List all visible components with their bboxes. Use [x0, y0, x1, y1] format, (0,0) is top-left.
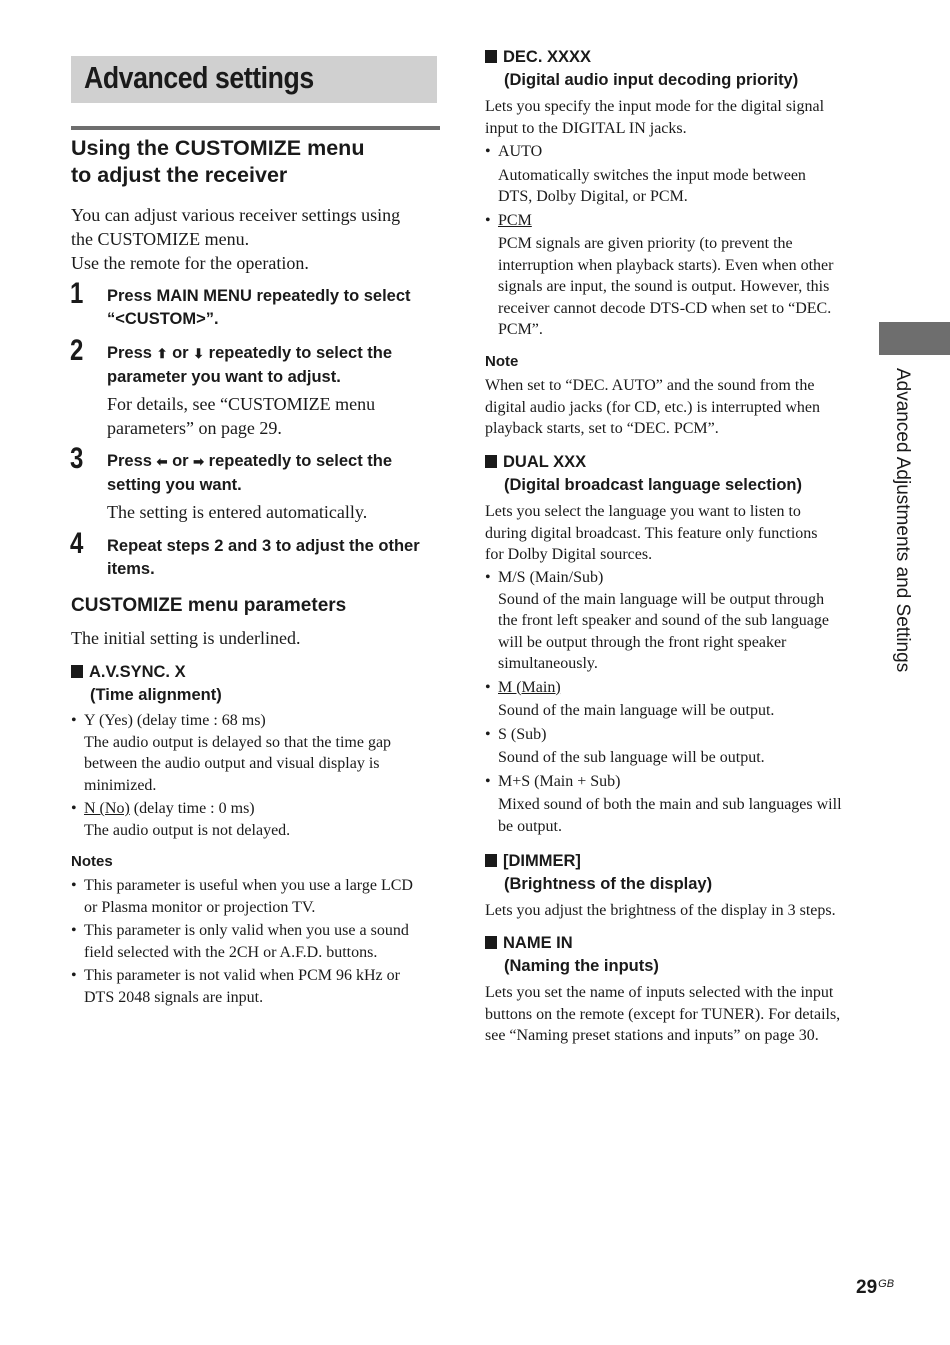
title-banner — [71, 56, 437, 103]
option-line — [84, 798, 441, 820]
option-item — [485, 771, 865, 838]
param-desc: (Digital audio input decoding priority) — [504, 70, 799, 89]
dec-intro — [485, 96, 865, 139]
option-line: interruption when playback starts). Even when other — [498, 256, 834, 274]
option-desc — [485, 165, 865, 208]
section-heading — [71, 135, 451, 189]
option-line: be output. — [498, 817, 562, 835]
param-name-line — [485, 46, 865, 69]
option-item — [71, 798, 441, 841]
option-line: receiver cannot decode DTS-CD when set to “DEC. — [498, 299, 832, 317]
param-dual — [485, 451, 865, 496]
param-avsync — [71, 661, 441, 706]
params-intro: The initial setting is underlined. — [71, 628, 301, 648]
option-item — [485, 677, 865, 722]
option-line: The audio output is not delayed. — [84, 821, 291, 839]
step-2-text — [107, 342, 447, 388]
step-word: repeatedly to select the — [208, 344, 393, 362]
square-bullet-icon — [71, 665, 83, 678]
step-word: or — [172, 452, 189, 470]
text-line: input to the DIGITAL IN jacks. — [485, 119, 687, 137]
intro-line: the CUSTOMIZE menu. — [71, 229, 250, 249]
note-line: playback starts, set to “DEC. PCM”. — [485, 420, 719, 437]
notes-list — [71, 875, 446, 1008]
dimmer-text: Lets you adjust the brightness of the display in 3 steps. — [485, 902, 836, 919]
option-line: will be output through the front right speaker — [498, 633, 787, 651]
square-bullet-icon — [485, 455, 497, 468]
left-arrow-icon: ⬅ — [156, 454, 168, 469]
text-line: during digital broadcast. This feature only functions — [485, 524, 818, 542]
note-line: • This parameter is useful when you use a large LCD — [84, 877, 413, 894]
param-name: A.V.SYNC. X — [89, 663, 186, 681]
intro-line: Use the remote for the operation. — [71, 253, 309, 273]
option-label: • S (Sub) — [498, 725, 547, 743]
step-number: 3 — [70, 442, 84, 475]
note-item — [71, 875, 446, 918]
default-option: M (Main) — [498, 678, 561, 696]
option-desc — [485, 233, 865, 341]
param-name-line — [485, 850, 865, 873]
option-item — [485, 141, 865, 163]
section-heading-line: Using the CUSTOMIZE menu — [71, 136, 365, 160]
step-number: 1 — [70, 277, 84, 310]
step-number: 2 — [70, 334, 84, 367]
option-label: • M+S (Main + Sub) — [498, 772, 621, 790]
step-number: 4 — [70, 527, 84, 560]
param-desc: (Brightness of the display) — [504, 874, 713, 893]
step-word: Press — [107, 344, 152, 362]
square-bullet-icon — [485, 936, 497, 949]
note-line: or Plasma monitor or projection TV. — [84, 898, 316, 916]
param-dec — [485, 46, 865, 91]
note-item — [71, 920, 446, 963]
option-label: AUTO — [498, 143, 543, 160]
param-dimmer — [485, 850, 865, 895]
dec-note — [485, 375, 865, 440]
option-line: between the audio output and visual display is — [84, 755, 380, 772]
option-line: signals are input, the sound is output. However, this — [498, 278, 830, 295]
notes-heading: Notes — [71, 853, 113, 870]
option-item — [485, 724, 865, 769]
step-line: parameter you want to adjust. — [107, 367, 341, 386]
chapter-tab — [879, 322, 950, 355]
param-name: NAME IN — [503, 934, 573, 952]
namein-text — [485, 982, 865, 1047]
text-line: for Dolby Digital sources. — [485, 546, 653, 563]
note-item — [71, 965, 446, 1008]
param-name-line — [485, 932, 865, 955]
option-line: simultaneously. — [498, 655, 598, 672]
param-name: DUAL XXX — [503, 453, 587, 471]
intro-text — [71, 203, 441, 275]
step-line: “<CUSTOM>”. — [107, 309, 219, 328]
params-heading: CUSTOMIZE menu parameters — [71, 595, 347, 616]
option-label: • M/S (Main/Sub) — [498, 569, 604, 586]
right-arrow-icon: ➡ — [193, 454, 205, 469]
page-number — [856, 1277, 894, 1299]
step-line: items. — [107, 559, 155, 578]
step-line: Press MAIN MENU repeatedly to select — [107, 287, 411, 305]
section-heading-line: to adjust the receiver — [71, 163, 288, 187]
param-name-line — [485, 451, 865, 474]
param-namein — [485, 932, 865, 977]
note-line: field selected with the 2CH or A.F.D. buttons. — [84, 943, 378, 961]
step-3-detail — [107, 500, 447, 524]
note-line: When set to “DEC. AUTO” and the sound from the — [485, 377, 815, 394]
detail-line: The setting is entered automatically. — [107, 502, 368, 522]
option-line: Sound of the sub language will be output. — [498, 749, 765, 766]
square-bullet-icon — [485, 854, 497, 867]
step-line — [107, 342, 447, 366]
step-3-text — [107, 450, 447, 496]
option-line: Automatically switches the input mode between — [498, 166, 806, 184]
note-heading: Note — [485, 353, 519, 370]
step-word: repeatedly to select the — [208, 452, 393, 470]
detail-line: parameters” on page 29. — [107, 418, 282, 438]
option-line: PCM signals are given priority (to prevent the — [498, 235, 793, 252]
option-line: PCM”. — [498, 321, 543, 338]
option-rest: (delay time : 0 ms) — [129, 800, 255, 817]
option-line: the front left speaker and sound of the sub language — [498, 612, 830, 629]
option-line: • Y (Yes) (delay time : 68 ms) — [84, 712, 266, 729]
option-line: minimized. — [84, 776, 157, 794]
detail-line: For details, see “CUSTOMIZE menu — [107, 394, 376, 414]
option-line: The audio output is delayed so that the time gap — [84, 733, 392, 751]
step-4-text — [107, 535, 447, 580]
up-arrow-icon: ⬆ — [156, 346, 168, 361]
step-line — [107, 450, 447, 474]
option-item — [71, 710, 441, 796]
option-line: Sound of the main language will be output. — [498, 702, 775, 719]
param-desc: (Time alignment) — [90, 685, 222, 704]
step-word: or — [172, 344, 189, 362]
option-line: Sound of the main language will be output through — [498, 590, 825, 608]
note-line: • This parameter is only valid when you use a sound — [84, 922, 409, 939]
page-title: Advanced settings — [84, 60, 314, 95]
step-word: Press — [107, 452, 152, 470]
option-item — [485, 567, 865, 675]
step-line: setting you want. — [107, 475, 242, 494]
param-name: [DIMMER] — [503, 852, 581, 870]
page-number-value: 29 — [856, 1277, 878, 1298]
step-line: Repeat steps 2 and 3 to adjust the other — [107, 537, 420, 555]
chapter-label: Advanced Adjustments and Settings — [892, 368, 913, 673]
text-line: Lets you set the name of inputs selected with the input — [485, 984, 834, 1001]
default-option: N (No) — [84, 800, 130, 817]
intro-line: You can adjust various receiver settings using — [71, 205, 401, 225]
dual-intro — [485, 501, 865, 566]
step-1-text — [107, 285, 447, 330]
param-desc: (Naming the inputs) — [504, 956, 659, 975]
option-line: DTS, Dolby Digital, or PCM. — [498, 188, 688, 205]
param-desc: (Digital broadcast language selection) — [504, 475, 802, 494]
text-line: see “Naming preset stations and inputs” on page 30. — [485, 1027, 819, 1044]
option-item — [485, 210, 865, 232]
avsync-options — [71, 710, 441, 841]
step-2-detail — [107, 392, 447, 440]
text-line: Lets you select the language you want to listen to — [485, 503, 801, 520]
down-arrow-icon: ⬇ — [193, 346, 205, 361]
text-line: buttons on the remote (except for TUNER). For details, — [485, 1005, 841, 1023]
note-line: DTS 2048 signals are input. — [84, 988, 264, 1006]
note-line: digital audio jacks (for CD, etc.) is interrupted when — [485, 398, 821, 416]
param-name: DEC. XXXX — [503, 48, 592, 66]
page-suffix: GB — [878, 1278, 895, 1290]
default-option: PCM — [498, 211, 532, 229]
text-line: Lets you specify the input mode for the digital signal — [485, 98, 825, 115]
param-name-line — [71, 661, 441, 684]
option-line: Mixed sound of both the main and sub languages will — [498, 796, 842, 813]
dual-options — [485, 567, 865, 837]
dec-options — [485, 141, 865, 341]
square-bullet-icon — [485, 50, 497, 63]
section-rule — [71, 126, 440, 130]
note-line: • This parameter is not valid when PCM 96 kHz or — [84, 967, 400, 984]
